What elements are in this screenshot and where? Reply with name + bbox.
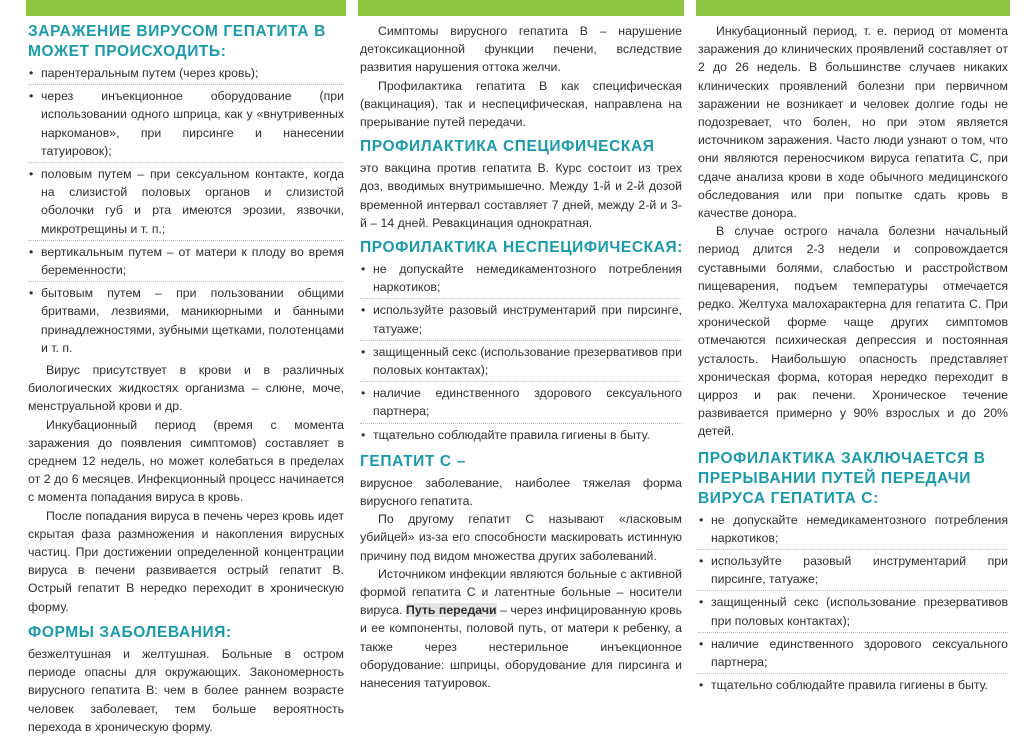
- bullet-icon: •: [699, 512, 704, 527]
- bullet-icon: •: [699, 595, 704, 610]
- section-heading: ЗАРАЖЕНИЕ ВИРУСОМ ГЕПАТИТА В МОЖЕТ ПРОИСХОДИТЬ:: [28, 23, 326, 60]
- highlighted-term: Путь передачи: [406, 603, 497, 618]
- paragraph: Профилактика гепатита В как специфическая (вакцинация), так и неспецифическая, направлена на прерывание путей передачи.: [360, 78, 682, 130]
- list-item: • не допускайте немедикаментозного потребления наркотиков;: [360, 260, 682, 299]
- bullet-icon: •: [361, 386, 366, 401]
- column-2: [354, 0, 684, 724]
- paragraph: Источником инфекции являются больные с активной формой гепатита С и латентные больные – носители вируса. Путь передачи – через инфицированную кровь и ее компоненты, половой путь, от матери к ребенку, а также через нестерильное инъекционное оборудование: шприцы, оборудование для пирсинга и нанесения татуировок.: [360, 566, 683, 691]
- paragraph: По другому гепатит С называют «ласковым убийцей» из-за его способности маскировать истинную причину под видом множества других заболеваний.: [360, 512, 682, 563]
- section-heading: ГЕПАТИТ С –: [360, 452, 466, 470]
- transmission-list: [16, 64, 346, 359]
- list-item: • бытовым путем – при пользовании общими бритвами, лезвиями, маникюрными и банными принадлежностями, зубными щетками, полотенцами и т. п.: [29, 286, 344, 355]
- column-3: [692, 0, 1010, 724]
- section-heading: ПРОФИЛАКТИКА ЗАКЛЮЧАЕТСЯ В ПРЕРЫВАНИИ ПУТЕЙ ПЕРЕДАЧИ ВИРУСА ГЕПАТИТА С:: [698, 449, 986, 507]
- list-item: • парентеральным путем (через кровь);: [28, 64, 344, 85]
- paragraph: Инкубационный период (время с момента заражения до появления симптомов) составляет в среднем 12 недель, но может колебаться в пределах от 2 до 6 месяцев. Инфекционный процесс начинается с момента попадания вируса в кровь.: [28, 417, 344, 505]
- bullet-icon: •: [361, 262, 366, 277]
- list-item: • защищенный секс (использование презервативов при половых контактах);: [360, 343, 682, 382]
- accent-bar: [26, 0, 346, 16]
- list-item: • через инъекционное оборудование (при использовании одного шприца, как у «внутривенных наркоманов», при пирсинге и нанесении татуировок);: [28, 87, 344, 163]
- accent-bar: [358, 0, 684, 16]
- list-item: • половым путем – при сексуальном контакте, когда на слизистой половых органов и слизистой оболочки губ и рта имеются эрозии, язвочки, микротрещины и т. п.;: [28, 165, 344, 241]
- accent-bar: [696, 0, 1010, 16]
- paragraph: Симптомы вирусного гепатита В – нарушение детоксикационной функции печени, вследствие развития нарушения оттока желчи.: [360, 24, 682, 75]
- list-item: • используйте разовый инструментарий при пирсинге, татуаже;: [698, 552, 1008, 591]
- bullet-icon: •: [361, 344, 366, 359]
- bullet-icon: •: [29, 89, 34, 104]
- bullet-icon: •: [361, 303, 366, 318]
- column-1: [16, 0, 346, 734]
- bullet-icon: •: [699, 636, 704, 651]
- paragraph: После попадания вируса в печень через кровь идет скрытая фаза размножения и накопления вирусных частиц. При достижении определенной концентрации вируса в печени развивается острый гепатит В. Острый гепатит В нередко переходит в хроническую форму.: [28, 508, 344, 614]
- section-heading: ФОРМЫ ЗАБОЛЕВАНИЯ:: [28, 623, 232, 641]
- list-item: • защищенный секс (использование презервативов при половых контактах);: [698, 593, 1008, 632]
- bullet-icon: •: [361, 427, 366, 442]
- paragraph: Инкубационный период, т. е. период от момента заражения до клинических проявлений составляет от 2 до 26 недель. В большинстве случаев никаких клинических проявлений болезни при первичном заражении не возникает и человек долгие годы не подозревает, что болен, но при этом является источником заражения. Часто люди узнают о том, что они являются переносчиком вируса гепатита С, при сдаче анализа крови в ходе обычного медицинского обследования или при попытке сдать кровь в качестве донора.: [698, 24, 1008, 221]
- list-item: • тщательно соблюдайте правила гигиены в быту.: [698, 676, 1008, 696]
- bullet-icon: •: [29, 66, 34, 80]
- list-item: • вертикальным путем – от матери к плоду во время беременности;: [28, 243, 344, 282]
- bullet-icon: •: [699, 678, 704, 693]
- bullet-icon: •: [29, 167, 34, 182]
- paragraph: это вакцина против гепатита В. Курс состоит из трех доз, вводимых внутримышечно. Между 1-й и 2-й дозой временной интервал составляет 7 дней, между 2-й и 3-й – 14 дней. Ревакцинация однократная.: [360, 161, 682, 230]
- paragraph: безжелтушная и желтушная. Больные в остром периоде опасны для окружающих. Закономерность вирусного гепатита В: чем в более раннем возрасте человек заболевает, тем больше вероятность перехода в хроническую форму.: [28, 646, 344, 734]
- bullet-icon: •: [29, 286, 34, 301]
- bullet-icon: •: [699, 554, 704, 569]
- prevention-list: [354, 260, 684, 446]
- list-item: • наличие единственного здорового сексуального партнера;: [698, 635, 1008, 674]
- bullet-icon: •: [29, 244, 34, 259]
- section-heading: ПРОФИЛАКТИКА СПЕЦИФИЧЕСКАЯ: [360, 138, 655, 156]
- list-item: • используйте разовый инструментарий при пирсинге, татуаже;: [360, 301, 682, 340]
- list-item: • наличие единственного здорового сексуального партнера;: [360, 384, 682, 423]
- section-heading: ПРОФИЛАКТИКА НЕСПЕЦИФИЧЕСКАЯ:: [360, 239, 684, 257]
- paragraph: Вирус присутствует в крови и в различных биологических жидкостях организма – слюне, моче, менструальной крови и др.: [28, 363, 344, 414]
- list-item: • не допускайте немедикаментозного потребления наркотиков;: [698, 511, 1008, 550]
- list-item: • тщательно соблюдайте правила гигиены в быту.: [360, 426, 682, 446]
- prevention-list: [692, 511, 1010, 697]
- paragraph: В случае острого начала болезни начальный период длится 2-3 недели и сопровождается суставными болями, слабостью и расстройством пищеварения, подъем температуры отмечается редко. Желтуха малохарактерна для гепатита С. При хронической форме чаще других симптомов отмечаются психическая депрессия и постоянная усталость. Наибольшую опасность представляет хроническая форма, которая нередко переходит в цирроз и рак печени. Хроническое течение развивается примерно у 90% взрослых и до 20% детей.: [698, 224, 1008, 439]
- paragraph: вирусное заболевание, наиболее тяжелая форма вирусного гепатита.: [360, 475, 682, 509]
